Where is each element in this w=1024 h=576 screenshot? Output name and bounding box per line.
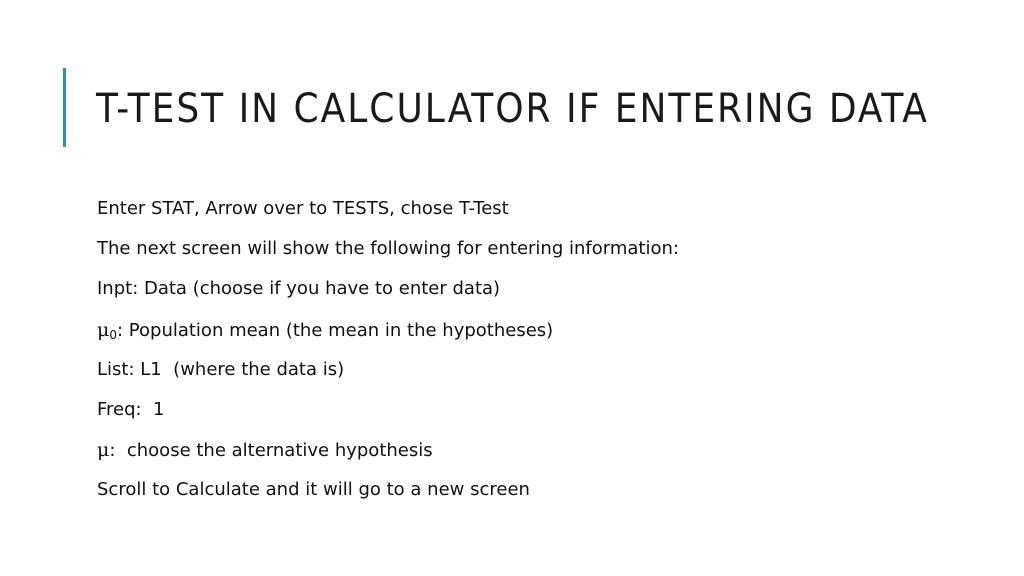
list-item — [97, 396, 977, 424]
line-text: Freq: 1 — [97, 398, 165, 420]
line-text: Scroll to Calculate and it will go to a new screen — [97, 479, 530, 501]
list-item — [97, 316, 977, 344]
list-item — [97, 235, 977, 263]
slide-title: T-TEST IN CALCULATOR IF ENTERING DATA — [96, 86, 929, 132]
line-text: Inpt: Data (choose if you have to enter data) — [97, 278, 501, 300]
list-item — [97, 275, 977, 303]
list-item — [97, 195, 977, 223]
mu-subscript: 0 — [109, 327, 117, 342]
line-text: : choose the alternative hypothesis — [109, 440, 433, 462]
mu-symbol: μ — [97, 439, 110, 462]
line-text: The next screen will show the following for entering information: — [97, 238, 679, 260]
line-text: Enter STAT, Arrow over to TESTS, chose T-Test — [97, 198, 509, 219]
list-item — [97, 476, 977, 504]
list-item — [97, 436, 977, 464]
line-text: List: L1 (where the data is) — [97, 358, 345, 380]
list-item — [97, 356, 977, 384]
bullet-list — [97, 195, 977, 517]
line-text: : Population mean (the mean in the hypotheses) — [117, 319, 554, 341]
mu-symbol: μ — [97, 318, 110, 341]
title-accent-bar — [63, 68, 66, 147]
